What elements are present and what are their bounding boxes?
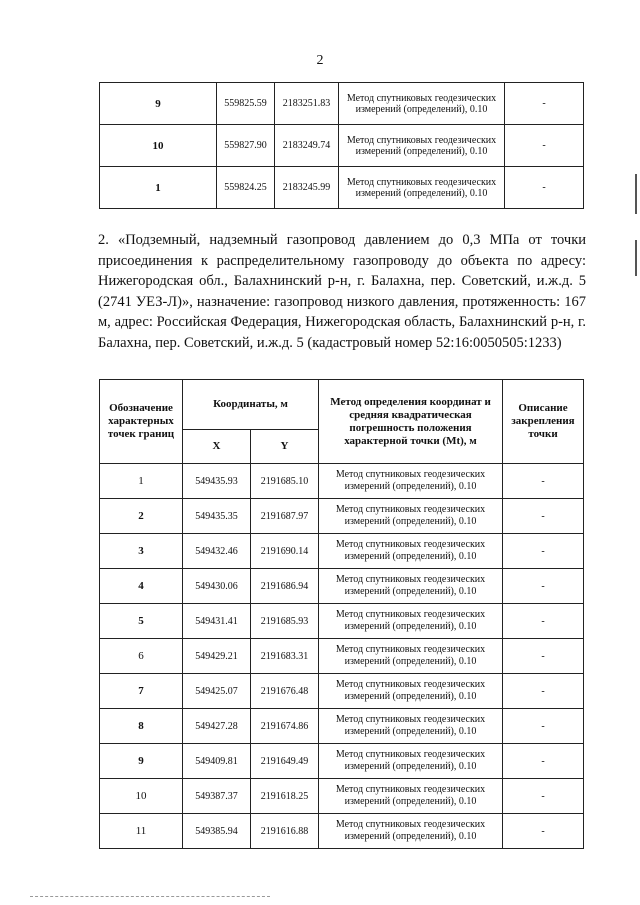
point-cell: 1 (100, 167, 217, 209)
point-cell: 11 (100, 814, 183, 849)
table-row (100, 639, 584, 674)
method-cell: Метод спутниковых геодезических измерений (определений), 0.10 (319, 639, 503, 674)
table-row (100, 569, 584, 604)
x-cell: 549387.37 (183, 779, 251, 814)
table-row (100, 125, 584, 167)
top-coordinates-table (99, 82, 584, 209)
description-cell: - (503, 744, 584, 779)
header-point: Обозначение характерных точек границ (100, 380, 183, 464)
y-cell: 2191616.88 (251, 814, 319, 849)
description-cell: - (505, 167, 584, 209)
method-cell: Метод спутниковых геодезических измерений (определений), 0.10 (339, 83, 505, 125)
description-cell: - (503, 499, 584, 534)
y-cell: 2191674.86 (251, 709, 319, 744)
x-cell: 549409.81 (183, 744, 251, 779)
x-cell: 549425.07 (183, 674, 251, 709)
table-row (100, 464, 584, 499)
scan-bottom-rule (30, 896, 270, 898)
x-cell: 549429.21 (183, 639, 251, 674)
y-cell: 2191618.25 (251, 779, 319, 814)
method-cell: Метод спутниковых геодезических измерений (определений), 0.10 (319, 814, 503, 849)
point-cell: 6 (100, 639, 183, 674)
x-cell: 549431.41 (183, 604, 251, 639)
description-cell: - (503, 604, 584, 639)
description-cell: - (503, 674, 584, 709)
y-cell: 2191685.10 (251, 464, 319, 499)
table-row (100, 83, 584, 125)
method-cell: Метод спутниковых геодезических измерений (определений), 0.10 (319, 604, 503, 639)
point-cell: 4 (100, 569, 183, 604)
y-cell: 2191683.31 (251, 639, 319, 674)
x-cell: 549385.94 (183, 814, 251, 849)
header-description: Описание закрепления точки (503, 380, 584, 464)
y-cell: 2191649.49 (251, 744, 319, 779)
header-method: Метод определения координат и средняя квадратическая погрешность положения характерной точки (Mt), м (319, 380, 503, 464)
y-cell: 2191686.94 (251, 569, 319, 604)
method-cell: Метод спутниковых геодезических измерений (определений), 0.10 (339, 125, 505, 167)
description-cell: - (503, 569, 584, 604)
x-cell: 549435.93 (183, 464, 251, 499)
header-y: Y (251, 430, 319, 464)
x-cell: 549430.06 (183, 569, 251, 604)
description-cell: - (503, 534, 584, 569)
x-cell: 549435.35 (183, 499, 251, 534)
y-cell: 2191690.14 (251, 534, 319, 569)
description-cell: - (505, 125, 584, 167)
y-cell: 2191687.97 (251, 499, 319, 534)
header-x: X (183, 430, 251, 464)
table-row (100, 779, 584, 814)
description-cell: - (503, 639, 584, 674)
y-cell: 2191685.93 (251, 604, 319, 639)
method-cell: Метод спутниковых геодезических измерений (определений), 0.10 (319, 709, 503, 744)
x-cell: 559827.90 (217, 125, 275, 167)
point-cell: 1 (100, 464, 183, 499)
method-cell: Метод спутниковых геодезических измерений (определений), 0.10 (319, 534, 503, 569)
table-row (100, 167, 584, 209)
table-row (100, 674, 584, 709)
point-cell: 5 (100, 604, 183, 639)
page-number: 2 (316, 53, 324, 68)
method-cell: Метод спутниковых геодезических измерений (определений), 0.10 (319, 499, 503, 534)
point-cell: 7 (100, 674, 183, 709)
table-row (100, 534, 584, 569)
point-cell: 3 (100, 534, 183, 569)
description-cell: - (503, 464, 584, 499)
y-cell: 2183245.99 (275, 167, 339, 209)
point-cell: 9 (100, 744, 183, 779)
table-row (100, 744, 584, 779)
table-row (100, 499, 584, 534)
x-cell: 549432.46 (183, 534, 251, 569)
x-cell: 549427.28 (183, 709, 251, 744)
object-description-paragraph: 2. «Подземный, надземный газопровод давлением до 0,3 МПа от точки присоединения к распределительному газопроводу до объекта по адресу: Нижегородская обл., Балахнинский р-н, г. Балахна, пер. Советский, и.ж.д. 5 (2741 УЕЗ-Л)», назначение: газопровод низкого давления, протяженность: 167 м, адрес: Российская Федерация, Нижегородская область, Балахнинский р-н, г. Балахна, пер. Советский, и.ж.д. 5 (кадастровый номер 52:16:0050505:1233) (98, 232, 586, 351)
description-cell: - (503, 779, 584, 814)
method-cell: Метод спутниковых геодезических измерений (определений), 0.10 (319, 744, 503, 779)
description-cell: - (503, 709, 584, 744)
method-cell: Метод спутниковых геодезических измерений (определений), 0.10 (339, 167, 505, 209)
method-cell: Метод спутниковых геодезических измерений (определений), 0.10 (319, 569, 503, 604)
y-cell: 2191676.48 (251, 674, 319, 709)
point-cell: 2 (100, 499, 183, 534)
table-row (100, 814, 584, 849)
x-cell: 559825.59 (217, 83, 275, 125)
point-cell: 10 (100, 779, 183, 814)
description-cell: - (503, 814, 584, 849)
method-cell: Метод спутниковых геодезических измерений (определений), 0.10 (319, 464, 503, 499)
table-row (100, 604, 584, 639)
method-cell: Метод спутниковых геодезических измерений (определений), 0.10 (319, 674, 503, 709)
description-cell: - (505, 83, 584, 125)
x-cell: 559824.25 (217, 167, 275, 209)
y-cell: 2183251.83 (275, 83, 339, 125)
main-coordinates-table (99, 379, 584, 849)
table-row (100, 709, 584, 744)
point-cell: 10 (100, 125, 217, 167)
point-cell: 8 (100, 709, 183, 744)
method-cell: Метод спутниковых геодезических измерений (определений), 0.10 (319, 779, 503, 814)
point-cell: 9 (100, 83, 217, 125)
scan-margin-mark (635, 240, 637, 276)
header-coordinates: Координаты, м (183, 380, 319, 430)
y-cell: 2183249.74 (275, 125, 339, 167)
scan-margin-mark (635, 174, 637, 214)
